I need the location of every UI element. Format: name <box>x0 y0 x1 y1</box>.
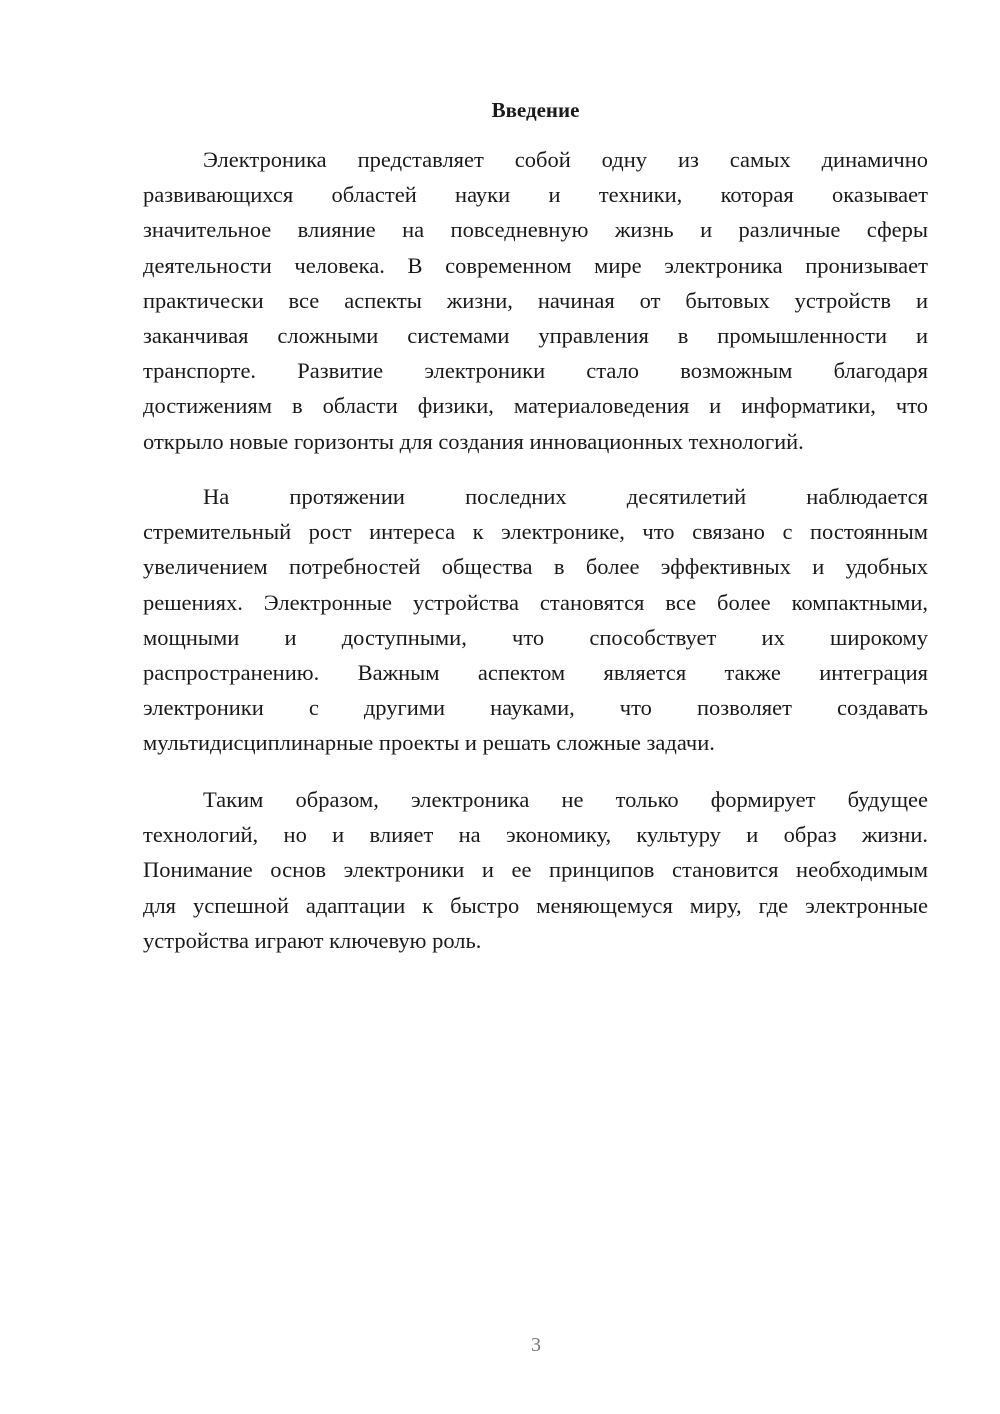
text-line: увеличением потребностей общества в более эффективных и удобных <box>143 554 928 580</box>
text-line: распространению. Важным аспектом является также интеграция <box>143 659 928 685</box>
page-number: 3 <box>531 1334 541 1356</box>
text-line: стремительный рост интереса к электронике, что связано с постоянным <box>143 519 928 545</box>
paragraph-1 <box>143 142 928 459</box>
text-line: практически все аспекты жизни, начиная от бытовых устройств и <box>143 287 928 313</box>
text-line: транспорте. Развитие электроники стало возможным благодаря <box>143 358 928 384</box>
text-line: устройства играют ключевую роль. <box>143 927 482 953</box>
paragraph-2 <box>143 479 928 761</box>
text-line: электроники с другими науками, что позволяет создавать <box>143 695 928 721</box>
text-line: технологий, но и влияет на экономику, культуру и образ жизни. <box>143 822 928 848</box>
text-line: мощными и доступными, что способствует их широкому <box>143 624 928 650</box>
paragraph-3 <box>143 782 928 958</box>
text-line: На протяжении последних десятилетий наблюдается <box>203 484 928 509</box>
page-title: Введение <box>491 98 580 122</box>
text-line: заканчивая сложными системами управления в промышленности и <box>143 322 928 348</box>
text-line: развивающихся областей науки и техники, которая оказывает <box>143 182 928 208</box>
text-line: достижениям в области физики, материаловедения и информатики, что <box>143 393 928 419</box>
text-line: Электроника представляет собой одну из самых динамично <box>203 147 928 172</box>
text-line: Таким образом, электроника не только формирует будущее <box>203 787 928 812</box>
text-line: мультидисциплинарные проекты и решать сложные задачи. <box>143 730 715 756</box>
text-line: открыло новые горизонты для создания инновационных технологий. <box>143 428 804 454</box>
text-line: значительное влияние на повседневную жизнь и различные сферы <box>143 217 928 243</box>
text-line: деятельности человека. В современном мире электроника пронизывает <box>143 252 928 278</box>
text-line: Понимание основ электроники и ее принципов становится необходимым <box>143 857 928 883</box>
text-line: решениях. Электронные устройства становятся все более компактными, <box>143 589 928 615</box>
text-line: для успешной адаптации к быстро меняющемуся миру, где электронные <box>143 892 928 918</box>
